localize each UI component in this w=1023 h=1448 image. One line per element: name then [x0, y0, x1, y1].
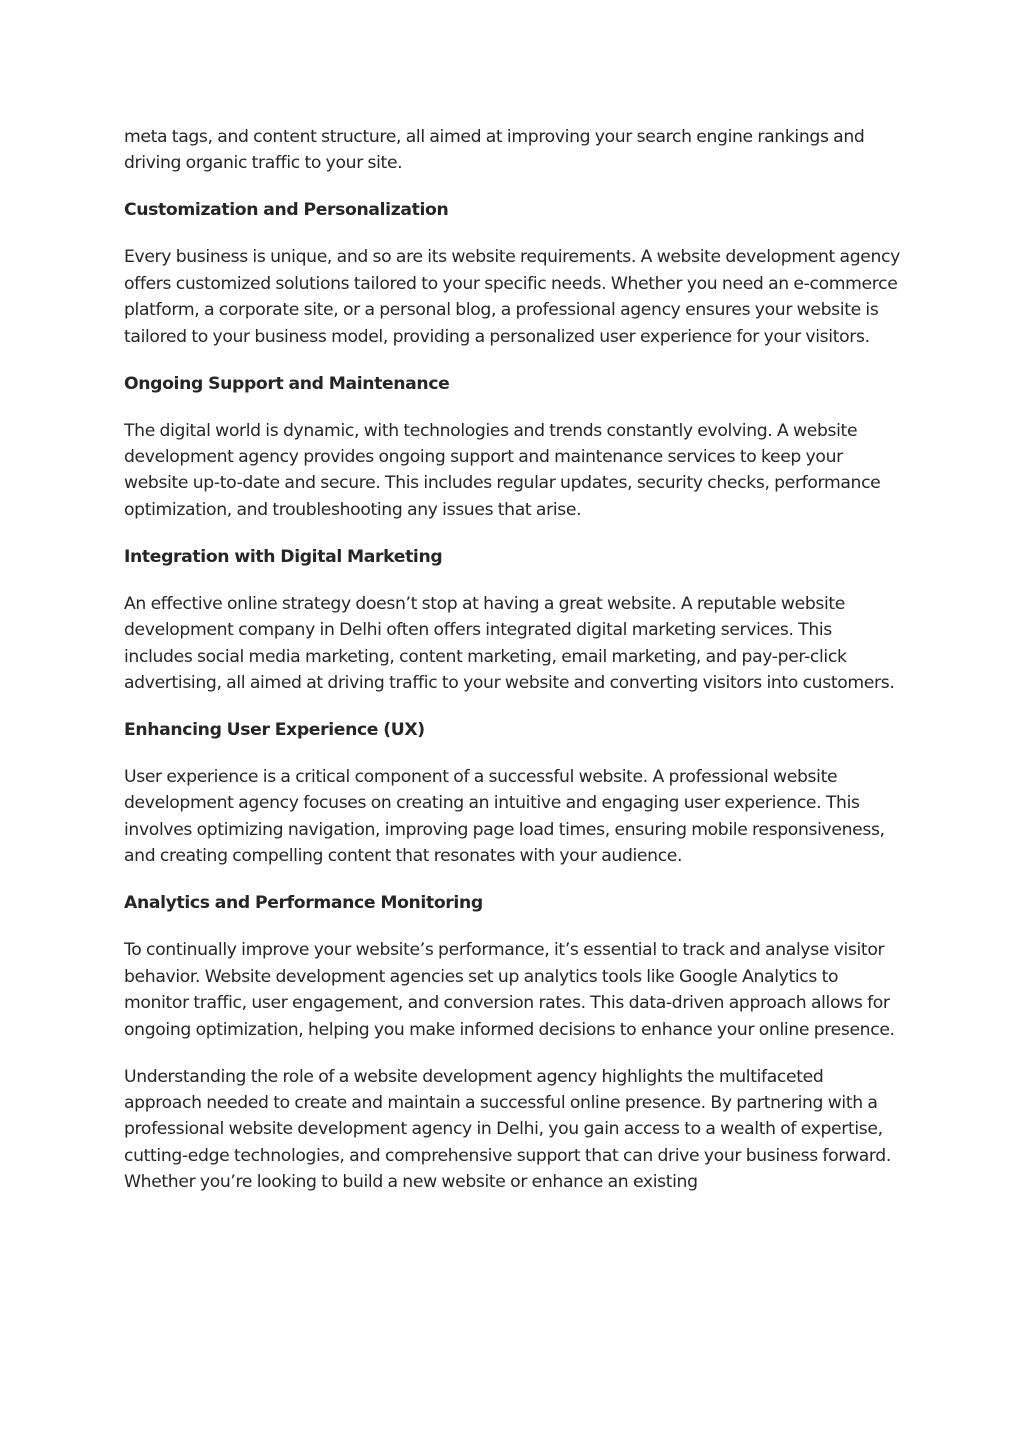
closing-paragraph: Understanding the role of a website development agency highlights the multifaceted approach needed to create and maintain a successful online presence. By partnering with a professional website development agency in Delhi, you gain access to a wealth of expertise, cutting-edge technologies, and comprehensive support that can drive your business forward. Whether you’re looking to build a new website or enhance an existing — [124, 1066, 891, 1193]
section-paragraph-support: The digital world is dynamic, with technologies and trends constantly evolving. A website development agency provides ongoing support and maintenance services to keep your website up-to-date and secure. This includes regular updates, security checks, performance optimization, and troubleshooting any issues that arise. — [124, 420, 881, 520]
section-heading-analytics: Analytics and Performance Monitoring — [124, 893, 483, 914]
section-paragraph-digital-marketing: An effective online strategy doesn’t stop at having a great website. A reputable website development company in Delhi often offers integrated digital marketing services. This includes social media marketing, content marketing, email marketing, and pay-per-click advertising, all aimed at driving traffic to your website and converting visitors into customers. — [124, 593, 895, 694]
intro-paragraph: meta tags, and content structure, all aimed at improving your search engine rankings and driving organic traffic to your site. — [124, 127, 865, 174]
section-paragraph-analytics: To continually improve your website’s performance, it’s essential to track and analyse visitor behavior. Website development agencies set up analytics tools like Google Analytics to monitor traffic, user engagement, and conversion rates. This data-driven approach allows for ongoing optimization, helping you make informed decisions to enhance your online presence. — [124, 940, 895, 1040]
section-heading-digital-marketing: Integration with Digital Marketing — [124, 546, 443, 567]
section-heading-user-experience: Enhancing User Experience (UX) — [124, 720, 425, 741]
section-paragraph-customization: Every business is unique, and so are its website requirements. A website development agency offers customized solutions tailored to your specific needs. Whether you need an e-commerce platform, a corporate site, or a personal blog, a professional agency ensures your website is tailored to your business model, providing a personalized user experience for your visitors. — [124, 247, 900, 347]
section-paragraph-user-experience: User experience is a critical component of a successful website. A professional website development agency focuses on creating an intuitive and engaging user experience. This involves optimizing navigation, improving page load times, ensuring mobile responsiveness, and creating compelling content that resonates with your audience. — [124, 767, 885, 867]
section-heading-support: Ongoing Support and Maintenance — [124, 373, 450, 394]
section-heading-customization: Customization and Personalization — [124, 200, 449, 221]
document-page — [124, 124, 904, 1216]
